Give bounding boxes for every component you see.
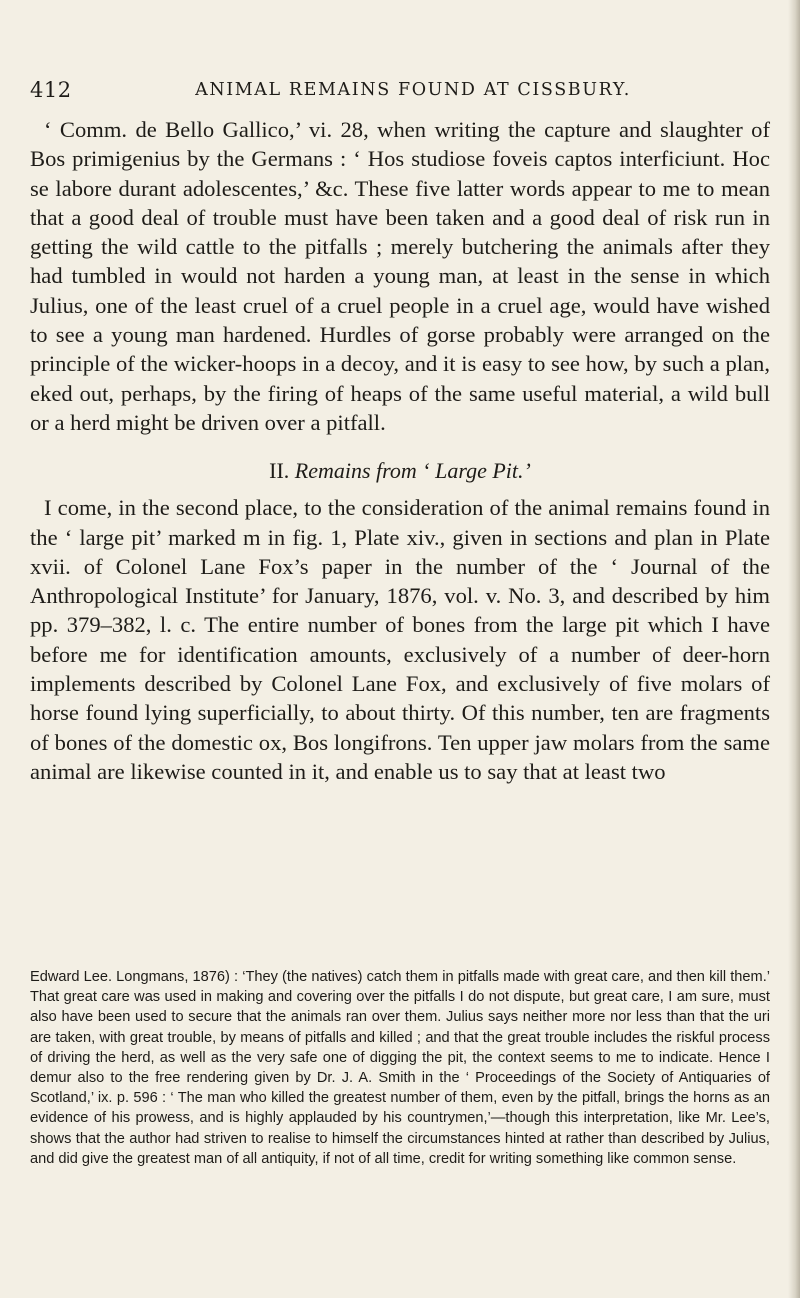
section-heading [30,456,770,485]
section-number: II. [269,458,290,484]
running-head: ANIMAL REMAINS FOUND AT CISSBURY. [195,80,631,100]
section-title: Remains from ‘ Large Pit.’ [294,458,531,484]
page-header [30,78,770,106]
paragraph-large-pit: I come, in the second place, to the consideration of the animal remains found in the ‘ large pit’ marked m in fig. 1, Plate xiv., given in sections and plan in Plate xvii. of Colonel Lane Fox’s paper in the number of the ‘ Journal of the Anthropological Institute’ for January, 1876, vol. v. No. 3, and described by him pp. 379–382, l. c. The entire number of bones from the large pit which I have before me for identification amounts, exclusively of a number of deer-horn implements described by Colonel Lane Fox, and exclusively of five molars of horse found lying superficially, to about thirty. Of this number, ten are fragments of bones of the domestic ox, Bos longifrons. Ten upper jaw molars from the same animal are likewise counted in it, and enable us to say that at least two [30,495,770,784]
main-text [30,115,770,786]
page-number: 412 [30,78,72,102]
page-edge-shadow [788,0,800,1298]
paragraph-caesar: ‘ Comm. de Bello Gallico,’ vi. 28, when writing the capture and slaughter of Bos primigenius by the Germans : ‘ Hos studiose foveis captos interficiunt. Hoc se labore durant adolescentes,’ &c. These five latter words appear to me to mean that a good deal of trouble must have been taken and a good deal of risk run in getting the wild cattle to the pitfalls ; merely butchering the animals after they had tumbled in would not harden a young man, at least in the sense in which Julius, one of the least cruel of a cruel people in a cruel age, would have wished to see a young man hardened. Hurdles of gorse probably were arranged on the principle of the wicker-hoops in a decoy, and it is easy to see how, by such a plan, eked out, perhaps, by the firing of heaps of the same useful material, a wild bull or a herd might be driven over a pitfall. [30,117,770,435]
footnote [30,967,770,1169]
footnote-text: Edward Lee. Longmans, 1876) : ‘They (the natives) catch them in pitfalls made with great care, and then kill them.’ That great care was used in making and covering over the pitfalls I do not dispute, but great care, I am sure, must also have been used to secure that the animals ran over them. Julius says neither more nor less than that the uri are taken, with great trouble, by means of pitfalls and killed ; and that the great trouble includes the riskful process of driving the herd, as well as the very safe one of digging the pit, the context seems to me to indicate. Hence I demur also to the free rendering given by Dr. J. A. Smith in the ‘ Proceedings of the Society of Antiquaries of Scotland,’ ix. p. 596 : ‘ The man who killed the greatest number of them, even by the pitfall, brings the horns as an evidence of his prowess, and is highly applauded by his countrymen,’—though this interpretation, like Mr. Lee’s, shows that the author had striven to realise to himself the circumstances hinted at rather than described by Julius, and did give the greatest man of all antiquity, if not of all time, credit for writing something like common sense. [30,969,770,1167]
